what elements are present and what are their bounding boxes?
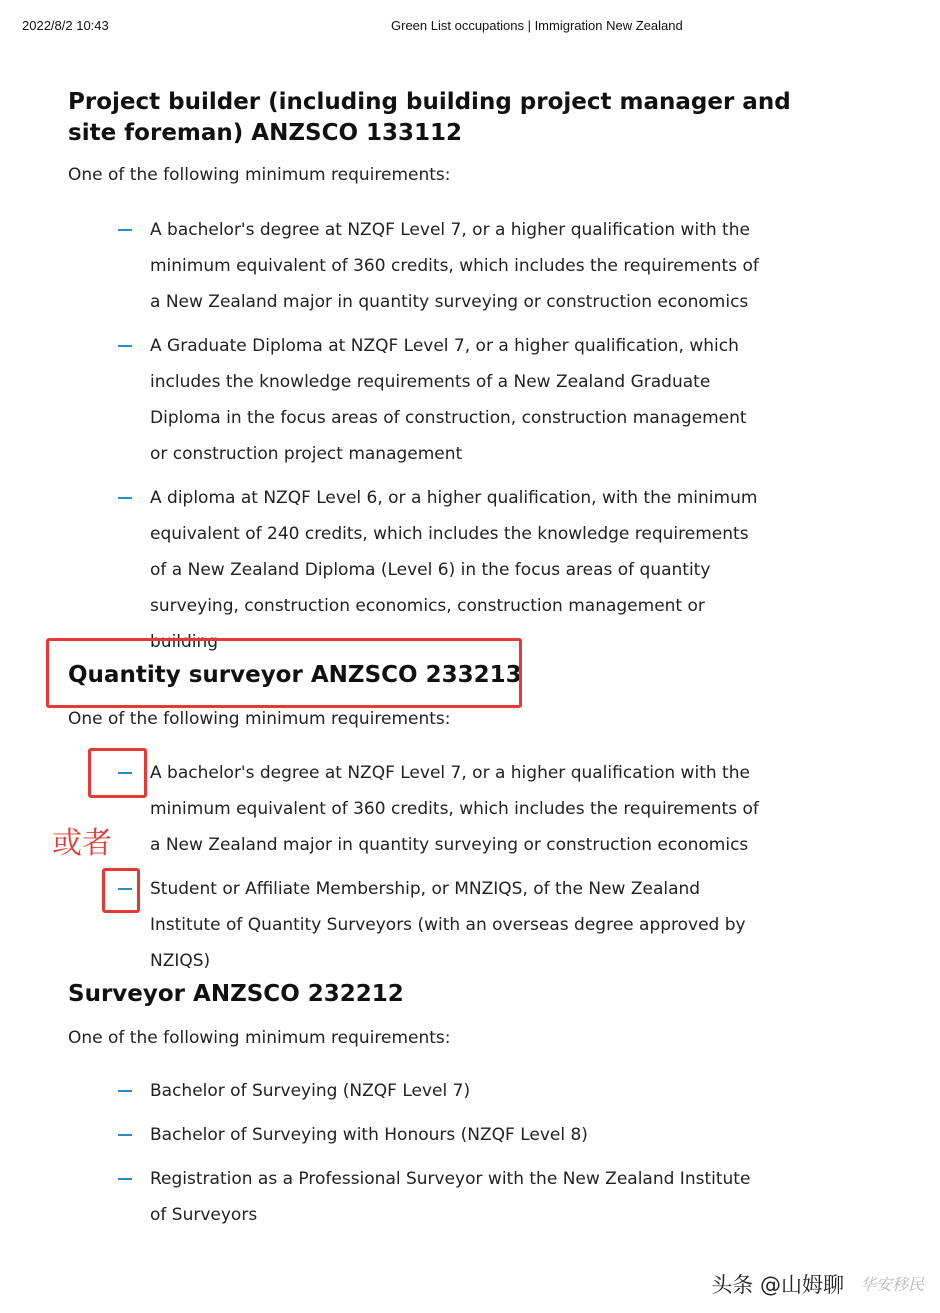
list-item: Student or Affiliate Membership, or MNZIQS, of the New Zealand Institute of Quantity Surveyors (with an overseas degree approved by NZIQS) [118, 871, 768, 979]
section-heading: Project builder (including building project manager and site foreman) ANZSCO 133112 [68, 89, 791, 146]
list-item: Registration as a Professional Surveyor with the New Zealand Institute of Surveyors [118, 1161, 768, 1233]
section-heading: Surveyor ANZSCO 232212 [68, 981, 404, 1007]
section-intro: One of the following minimum requirements: [68, 709, 451, 729]
list-item: A diploma at NZQF Level 6, or a higher qualification, with the minimum equivalent of 240 credits, which includes the knowledge requirements of a New Zealand Diploma (Level 6) in the focus areas of quantity surveying, construction economics, construction management or building [118, 480, 768, 660]
dash-bullet-icon [118, 1090, 132, 1092]
highlight-box-dash-2 [102, 868, 140, 913]
section-surveyor [68, 979, 808, 1010]
print-datetime: 2022/8/2 10:43 [22, 18, 109, 33]
print-page-title: Green List occupations | Immigration New Zealand [391, 18, 683, 33]
requirements-list [118, 755, 768, 979]
list-item: A bachelor's degree at NZQF Level 7, or a higher qualification with the minimum equivalent of 360 credits, which includes the requirements of a New Zealand major in quantity surveying or construction economics [118, 212, 768, 320]
dash-bullet-icon [118, 229, 132, 231]
section-intro: One of the following minimum requirements: [68, 1028, 451, 1048]
highlight-box-dash-1 [88, 748, 147, 798]
list-item: Bachelor of Surveying with Honours (NZQF Level 8) [118, 1117, 768, 1153]
dash-bullet-icon [118, 345, 132, 347]
list-item: A Graduate Diploma at NZQF Level 7, or a higher qualification, which includes the knowledge requirements of a New Zealand Graduate Diploma in the focus areas of construction, construction management or construction project management [118, 328, 768, 472]
section-intro: One of the following minimum requirements: [68, 165, 451, 185]
dash-bullet-icon [118, 1134, 132, 1136]
or-annotation: 或者 [52, 826, 112, 861]
watermark-text: 头条 @山姆聊 [711, 1273, 844, 1297]
watermark-logo: 华安移民 [859, 1275, 924, 1294]
requirements-list [118, 1073, 768, 1233]
section-heading: Quantity surveyor ANZSCO 233213 [68, 662, 522, 688]
print-header [0, 18, 940, 38]
dash-bullet-icon [118, 497, 132, 499]
list-item: Bachelor of Surveying (NZQF Level 7) [118, 1073, 768, 1109]
highlight-box-heading [46, 638, 522, 708]
dash-bullet-icon [118, 1178, 132, 1180]
list-item: A bachelor's degree at NZQF Level 7, or a higher qualification with the minimum equivalent of 360 credits, which includes the requirements of a New Zealand major in quantity surveying or construction economics [118, 755, 768, 863]
requirements-list [118, 212, 768, 660]
section-project-builder [68, 87, 808, 149]
